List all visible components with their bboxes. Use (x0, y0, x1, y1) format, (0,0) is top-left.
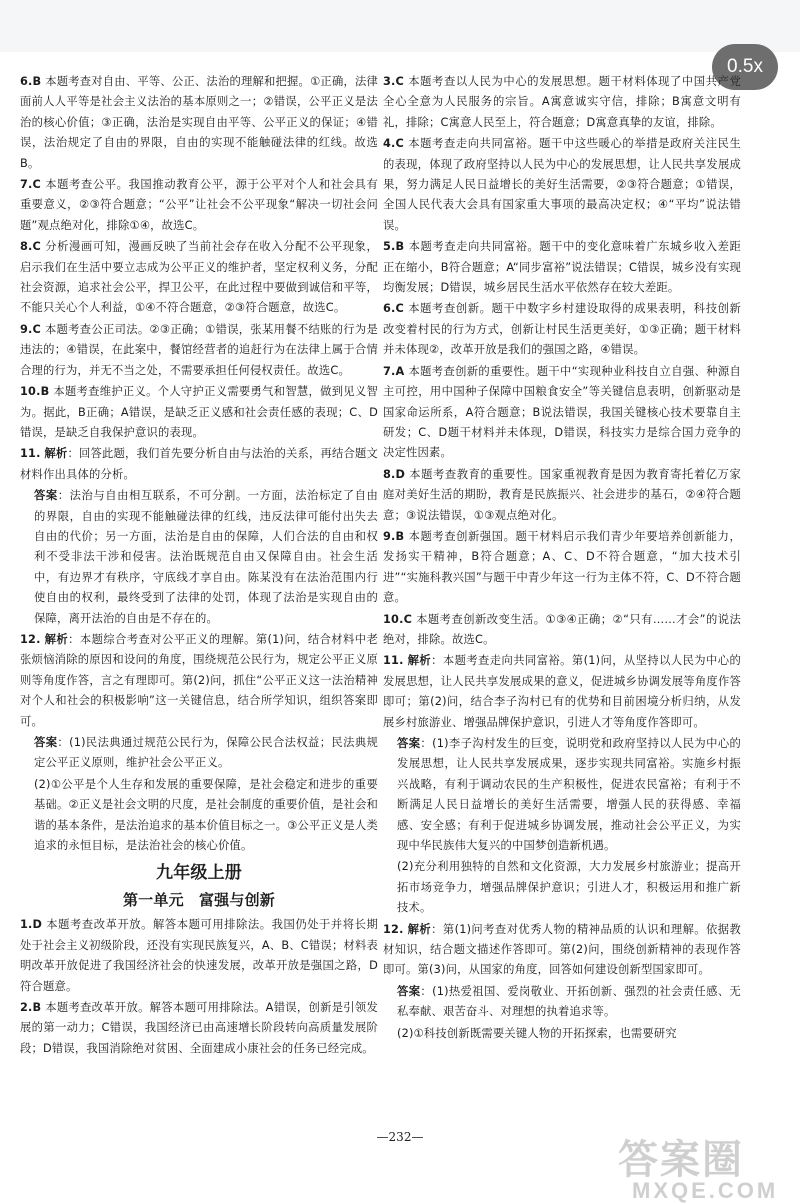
left-column (20, 72, 378, 1060)
answer-detail: 答案：法治与自由相互联系，不可分割。一方面，法治标定了自由的界限，自由的实现不能触碰法律的红线，违反法律可能付出失去自由的代价；另一方面，法治是自由的保障，人们合法的自由和权利不受非法干涉和侵害。法治既规范自由又保障自由。社会生活中，有边界才有秩序，守底线才享自由。陈某没有在法治范围内行使自由的权利，最终受到了法律的处罚，体现了法治是实现自由的保障，离开法治的自由是不存在的。 (34, 489, 378, 625)
item-text: 本题考查创新强国。题干材料启示我们青少年要培养创新能力，发扬实干精神，B符合题意；A、C、D不符合题意，“加大技术引进”“实施科教兴国”与题干中青少年这一行为主体不符，C、D不符合题意。 (383, 529, 741, 605)
section-label: 解析 (407, 654, 432, 668)
answer-item (383, 299, 741, 360)
item-text: 本题考查以人民为中心的发展思想。题干材料体现了中国共产党全心全意为人民服务的宗旨。A寓意诚实守信，排除；B寓意文明有礼，排除；C寓意人民至上，符合题意；D寓意真挚的友谊，排除。 (383, 75, 741, 129)
item-text: 本题考查创新改变生活。①③④正确；②“只有……才会”的说法绝对，排除。故选C。 (383, 612, 741, 646)
item-text: 本题考查公平。我国推动教育公平，源于公平对个人和社会具有重要意义，②③符合题意；“公平”让社会不公平现象“解决一切社会问题”观点绝对化，排除①④，故选C。 (20, 178, 378, 232)
watermark-url: MXQE.COM (632, 1178, 779, 1203)
answer-detail (397, 857, 741, 918)
answer-item (383, 72, 741, 133)
answer-item (20, 915, 378, 997)
answer-item (20, 998, 378, 1059)
section-label: 解析 (407, 922, 432, 936)
right-column (383, 72, 741, 1045)
question-number: 12. (20, 632, 41, 646)
section-label: 解析 (44, 447, 68, 461)
question-number: 4.C (383, 137, 405, 151)
question-number: 8.C (20, 240, 42, 254)
item-text: 分析漫画可知，漫画反映了当前社会存在收入分配不公平现象，启示我们在生活中要立志成为公平正义的维护者，坚定权利义务，分配社会资源，追求社会公平，捍卫公平，在此过程中要做到诚信和平等，不能只关心个人利益，①④不符合题意，②③符合题意，故选C。 (20, 240, 378, 315)
zoom-level-button[interactable]: 0.5x (712, 44, 778, 90)
grade-title: 九年级上册 (156, 863, 242, 884)
answer-item (20, 72, 378, 174)
section-label: 解析 (44, 632, 69, 646)
answer-item (383, 610, 741, 651)
page-number: —232— (376, 1130, 424, 1144)
item-text: 回答此题，我们首先要分析自由与法治的关系，再结合题文材料作出具体的分析。 (20, 447, 379, 481)
answer-item (20, 175, 378, 236)
item-text: (1)李子沟村发生的巨变，说明党和政府坚持以人民为中心的发展思想，让人民共享发展成果，逐步实现共同富裕。实施乡村振兴战略，有利于调动农民的生产积极性，促进农民富裕；有利于不断满足人民日益增长的美好生活需要，增强人民的获得感、幸福感、安全感；有利于促进城乡协调发展，推动社会公平正义，为实现中华民族伟大复兴的中国梦创造新机遇。 (397, 737, 742, 853)
question-number: 6.B (20, 75, 42, 88)
question-number: 9.B (383, 529, 405, 543)
answer-detail: 答案：(1)热爱祖国、爱岗敬业、开拓创新、强烈的社会责任感、无私奉献、艰苦奋斗、对理想的执着追求等。 (397, 984, 742, 1019)
item-text: 本题考查创新。题干中数字乡村建设取得的成果表明，科技创新改变着村民的行为方式，创新让村民生活更美好，①③正确；题干材料并未体现②，改革开放是我们的强国之路，④错误。 (383, 302, 741, 357)
item-text: 本题综合考查对公平正义的理解。第(1)问，结合材料中老张烦恼消除的原因和设问的角度，围绕规范公民行为，规定公平正义原则等角度作答，言之有理即可。第(2)问，抓住“公平正义这一法治精神对个人和社会的积极影响”这一关键信息，结合所学知识，组织答案即可。 (20, 632, 379, 728)
answer-item: 12. 解析：本题综合考查对公平正义的理解。第(1)问，结合材料中老张烦恼消除的原因和设问的角度，围绕规范公民行为，规定公平正义原则等角度作答，言之有理即可。第(2)问，抓住“公平正义这一法治精神对个人和社会的积极影响”这一关键信息，结合所学知识，组织答案即可。 (20, 632, 379, 728)
answer-item (20, 237, 378, 319)
item-text: 本题考查改革开放。解答本题可用排除法。我国仍处于并将长期处于社会主义初级阶段，还没有实现民族复兴，A、B、C错误；材料表明改革开放促进了我国经济社会的快速发展，改革开放是强国之路，D符合题意。 (20, 918, 378, 993)
question-number: 12. (383, 922, 404, 936)
unit-title: 第一单元 富强与创新 (122, 891, 275, 910)
answer-item (383, 134, 741, 236)
viewer-top-bar (0, 0, 800, 52)
question-number: 3.C (383, 75, 405, 88)
answer-item (383, 465, 741, 526)
question-number: 10.C (383, 612, 413, 626)
item-text: 本题考查对自由、平等、公正、法治的理解和把握。①正确，法律面前人人平等是社会主义法治的基本原则之一；②错误，公平正义是法治的核心价值；③正确，法治是实现自由平等、公平正义的保证；④错误，法治规定了自由的界限，自由的实现不能触碰法律的红线。故选B。 (20, 75, 378, 170)
question-number: 8.D (383, 467, 406, 481)
question-number: 10.B (20, 385, 50, 399)
item-text: 本题考查维护正义。个人守护正义需要勇气和智慧，做到见义智为。据此，B正确；A错误，是缺乏正义感和社会责任感的表现；C、D错误，是缺乏自我保护意识的表现。 (20, 385, 379, 439)
site-watermark (600, 1128, 800, 1204)
question-number: 11. (20, 447, 41, 461)
question-number: 7.C (20, 178, 42, 192)
item-text: 本题考查走向共同富裕。题干中的变化意味着广东城乡收入差距正在缩小，B符合题意；A“同步富裕”说法错误；C错误，城乡没有实现均衡发展；D错误，城乡居民生活水平依然存在较大差距。 (383, 240, 741, 295)
item-text: 本题考查创新的重要性。题干中“实现种业科技自立自强、种源自主可控，用中国种子保障中国粮食安全”等关键信息表明，创新驱动是国家命运所系，A符合题意；B说法错误，我国关键核心技术要靠自主研发；C、D题干材料并未体现，D错误，科技实力是综合国力竞争的决定性因素。 (383, 364, 742, 460)
item-text: 本题考查走向共同富裕。题干中这些暖心的举措是政府关注民生的表现，体现了政府坚持以人民为中心的发展思想，让人民共享发展成果，努力满足人民日益增长的美好生活需要，②③符合题意；①错误，全国人民代表大会具有国家重大事项的最高决定权；④“平均”说法错误。 (383, 137, 741, 232)
answer-item (20, 382, 378, 443)
item-text: (1)民法典通过规范公民行为，保障公民合法权益；民法典规定公平正义原则，维护社会公平正义。 (34, 736, 379, 770)
item-text: (2)①公平是个人生存和发展的重要保障，是社会稳定和进步的重要基础。②正义是社会文明的尺度，是社会制度的重要价值，是社会和谐的基本条件，是法治追求的基本价值目标之一。③公平正义是人类追求的永恒目标，是法治社会的核心价值。 (34, 777, 378, 853)
question-number: 7.A (383, 364, 405, 378)
answer-item: 11. 解析：回答此题，我们首先要分析自由与法治的关系，再结合题文材料作出具体的分析。 (20, 447, 379, 481)
answer-detail: 答案：(1)民法典通过规范公民行为，保障公民合法权益；民法典规定公平正义原则，维护社会公平正义。 (34, 736, 379, 770)
item-text: 本题考查教育的重要性。国家重视教育是因为教育寄托着亿万家庭对美好生活的期盼，教育是民族振兴、社会进步的基石，②④符合题意；③说法错误，①③观点绝对化。 (383, 467, 741, 522)
question-number: 9.C (20, 322, 42, 336)
item-text: (2)充分利用独特的自然和文化资源，大力发展乡村旅游业；提高开拓市场竞争力，增强品牌保护意识；引进人才，积极运用和推广新技术。 (397, 860, 741, 915)
answer-detail (34, 775, 378, 857)
answer-item (383, 527, 741, 609)
item-text: 本题考查改革开放。解答本题可用排除法。A错误，创新是引领发展的第一动力；C错误，我国经济已由高速增长阶段转向高质量发展阶段；D错误，我国消除绝对贫困、全面建成小康社会的任务已经完成。 (20, 1001, 379, 1055)
question-number: 1.D (20, 918, 43, 932)
item-text: 本题考查公正司法。②③正确；①错误，张某用餐不结账的行为是违法的；④错误，在此案中，餐馆经营者的追赶行为在法律上属于合情合理的行为，并无不当之处，不需要承担任何侵权责任。故选C。 (20, 322, 378, 377)
answer-item (383, 362, 741, 464)
section-label: 答案 (397, 737, 421, 750)
section-label: 答案 (397, 984, 421, 998)
item-text: 第(1)问考查对优秀人物的精神品质的认识和理解。依据教材知识，结合题文描述作答即可。第(2)问，围绕创新精神的表现作答即可。第(3)问，从国家的角度，回答如何建设创新型国家即可。 (383, 922, 742, 977)
answer-item (20, 320, 378, 381)
answer-item (383, 237, 741, 298)
section-label: 答案 (34, 736, 58, 749)
item-text: 法治与自由相互联系，不可分割。一方面，法治标定了自由的界限，自由的实现不能触碰法律的红线，违反法律可能付出失去自由的代价；另一方面，法治是自由的保障，人们合法的自由和权利不受非法干涉和侵害。法治既规范自由又保障自由。社会生活中，有边界才有秩序，守底线才享自由。陈某没有在法治范围内行使自由的权利，最终受到了法律的处罚，体现了法治是实现自由的保障，离开法治的自由是不存在的。 (34, 489, 378, 625)
item-text: (2)①科技创新既需要关键人物的开拓探索，也需要研究 (397, 1026, 677, 1040)
answer-item: 12. 解析：第(1)问考查对优秀人物的精神品质的认识和理解。依据教材知识，结合题文描述作答即可。第(2)问，围绕创新精神的表现作答即可。第(3)问，从国家的角度，回答如何建设创新型国家即可。 (383, 922, 742, 977)
answer-detail: 答案：(1)李子沟村发生的巨变，说明党和政府坚持以人民为中心的发展思想，让人民共享发展成果，逐步实现共同富裕。实施乡村振兴战略，有利于调动农民的生产积极性，促进农民富裕；有利于不断满足人民日益增长的美好生活需要，增强人民的获得感、幸福感、安全感；有利于促进城乡协调发展，推动社会公平正义，为实现中华民族伟大复兴的中国梦创造新机遇。 (397, 737, 742, 853)
item-text: (1)热爱祖国、爱岗敬业、开拓创新、强烈的社会责任感、无私奉献、艰苦奋斗、对理想的执着追求等。 (397, 984, 742, 1019)
question-number: 6.C (383, 302, 405, 316)
question-number: 2.B (20, 1001, 42, 1015)
question-number: 11. (383, 654, 404, 668)
answer-detail (397, 1024, 741, 1044)
question-number: 5.B (383, 240, 405, 254)
watermark-logo-text: 答案圈 (618, 1138, 744, 1182)
item-text: 本题考查走向共同富裕。第(1)问，从坚持以人民为中心的发展思想，让人民共享发展成果的意义，促进城乡协调发展等角度作答即可；第(2)问，结合李子沟村已有的优势和目前困境分析归纳，从发展乡村旅游业、增强品牌保护意识，引进人才等角度作答即可。 (383, 654, 742, 729)
answer-item: 11. 解析：本题考查走向共同富裕。第(1)问，从坚持以人民为中心的发展思想，让人民共享发展成果的意义，促进城乡协调发展等角度作答即可；第(2)问，结合李子沟村已有的优势和目前困境分析归纳，从发展乡村旅游业、增强品牌保护意识，引进人才等角度作答即可。 (383, 654, 742, 729)
section-label: 答案 (34, 489, 58, 503)
